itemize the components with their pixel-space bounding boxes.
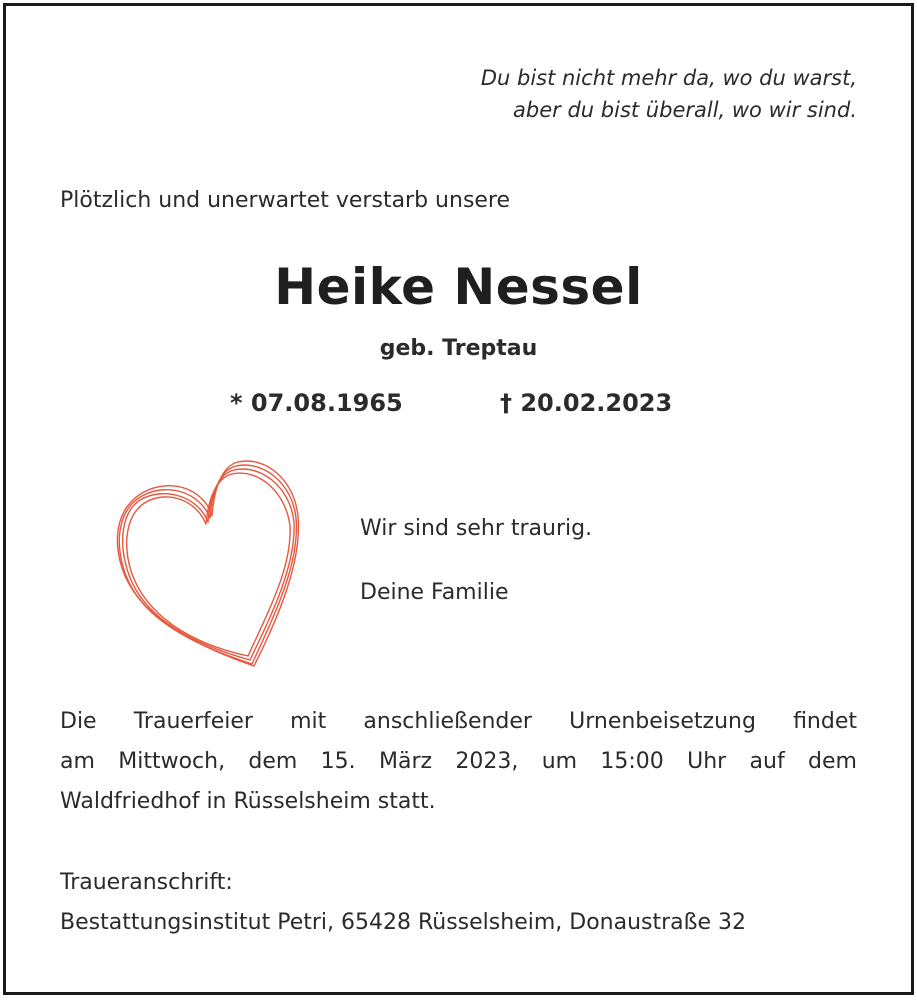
- death-date: † 20.02.2023: [500, 389, 673, 417]
- grief-message: Wir sind sehr traurig.: [360, 516, 593, 541]
- birth-date: * 07.08.1965: [230, 389, 403, 417]
- heart-icon: [112, 452, 304, 667]
- quote-line-1: Du bist nicht mehr da, wo du warst,: [480, 66, 857, 90]
- family-signature: Deine Familie: [360, 580, 509, 605]
- memorial-quote: [481, 62, 857, 126]
- deceased-name: Heike Nessel: [274, 258, 643, 316]
- address-value: Bestattungsinstitut Petri, 65428 Rüsselsheim, Donaustraße 32: [60, 910, 747, 935]
- ceremony-line-1: Die Trauerfeier mit anschließender Urnenbeisetzung findet: [60, 709, 857, 734]
- intro-text: Plötzlich und unerwartet verstarb unsere: [60, 188, 511, 213]
- ceremony-line-3: Waldfriedhof in Rüsselsheim statt.: [60, 789, 436, 814]
- ceremony-text: [60, 702, 857, 822]
- maiden-name: geb. Treptau: [379, 336, 538, 361]
- ceremony-line-2: am Mittwoch, dem 15. März 2023, um 15:00 Uhr auf dem: [60, 749, 857, 774]
- quote-line-2: aber du bist überall, wo wir sind.: [513, 98, 857, 122]
- address-label: Traueranschrift:: [60, 870, 233, 895]
